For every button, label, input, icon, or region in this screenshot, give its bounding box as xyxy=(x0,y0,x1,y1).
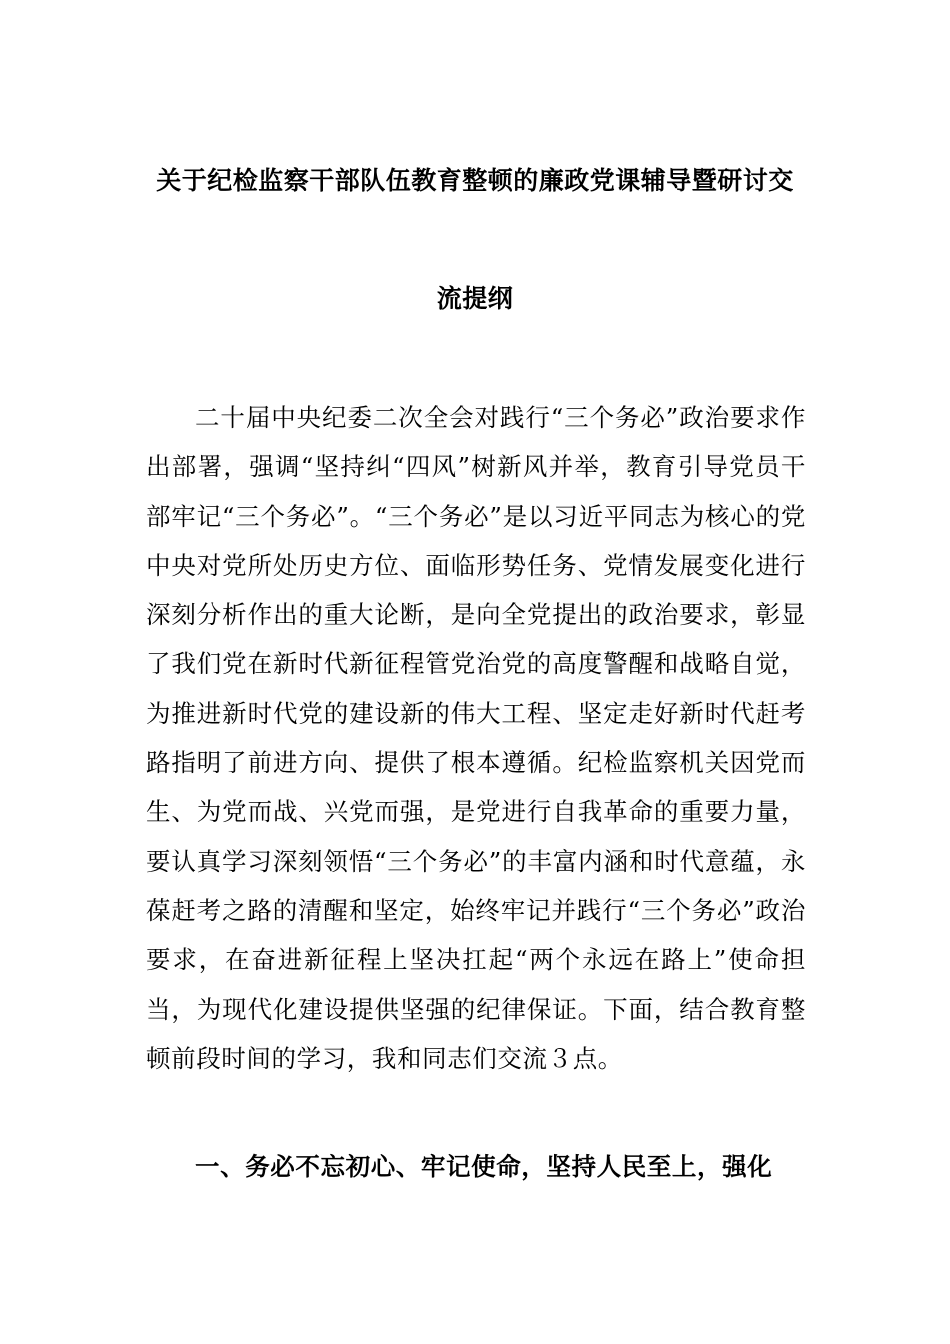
document-title-line-1: 关于纪检监察干部队伍教育整顿的廉政党课辅导暨研讨交 xyxy=(156,166,794,195)
document-title-line-2: 流提纲 xyxy=(436,284,514,313)
section-heading-1: 一、务必不忘初心、牢记使命，坚持人民至上，强化 xyxy=(195,1152,773,1181)
intro-paragraph: 二十届中央纪委二次全会对践行“三个务必”政治要求作出部署，强调“坚持纠“四风”树新风并举，教育引导党员干部牢记“三个务必”。“三个务必”是以习近平同志为核心的党中央对党所处历史方位、面临形势任务、党情发展变化进行深刻分析作出的重大论断，是向全党提出的政治要求，彰显了我们党在新时代新征程管党治党的高度警醒和战略自觉，为推进新时代党的建设新的伟大工程、坚定走好新时代赶考路指明了前进方向、提供了根本遵循。纪检监察机关因党而生、为党而战、兴党而强，是党进行自我革命的重要力量，要认真学习深刻领悟“三个务必”的丰富内涵和时代意蕴，永葆赶考之路的清醒和坚定，始终牢记并践行“三个务必”政治要求，在奋进新征程上坚决扛起“两个永远在路上”使命担当，为现代化建设提供坚强的纪律保证。下面，结合教育整顿前段时间的学习，我和同志们交流３点。 xyxy=(146,403,806,1073)
